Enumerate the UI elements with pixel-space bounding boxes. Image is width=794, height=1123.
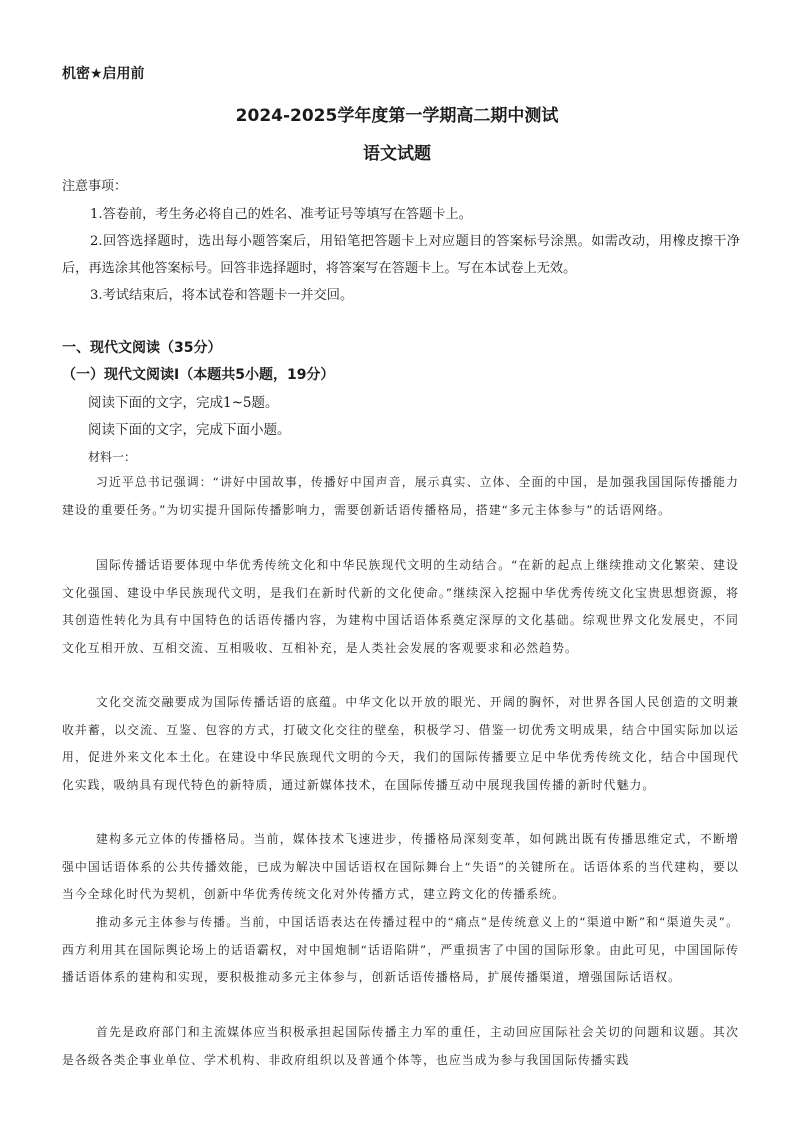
exam-title: 2024-2025学年度第一学期高二期中测试 xyxy=(235,106,559,126)
section-heading: 一、现代文阅读（35分） xyxy=(62,340,222,356)
note-item-3: 3.考试结束后，将本试卷和答题卡一并交回。 xyxy=(90,288,354,303)
passage-paragraph-2: 国际传播话语要体现中华优秀传统文化和中华民族现代文明的生动结合。“在新的起点上继续推动文化繁荣、建设文化强国、建设中华民族现代文明，是我们在新时代新的文化使命。”继续深入挖掘中华优秀传统文化宝贵思想资源，将其创造性转化为具有中国特色的话语传播内容，为建构中国话语体系奠定深厚的文化基础。综观世界文化发展史，不同文化互相开放、互相交流、互相吸收、互相补充，是人类社会发展的客观要求和必然趋势。 xyxy=(62,558,739,655)
note-item-2: 2.回答选择题时，选出每小题答案后，用铅笔把答题卡上对应题目的答案标号涂黑。如需改动，用橡皮擦干净后，再选涂其他答案标号。回答非选择题时，将答案写在答题卡上。写在本试卷上无效。 xyxy=(62,234,740,276)
passage-paragraph-4: 建构多元立体的传播格局。当前，媒体技术飞速进步，传播格局深刻变革，如何跳出既有传播思维定式，不断增强中国话语体系的公共传播效能，已成为解决中国话语权在国际舞台上“失语”的关键所在。话语体系的当代建构，要以当今全球化时代为契机，创新中华优秀传统文化对外传播方式，建立跨文化的传播系统。 xyxy=(62,832,739,901)
section-subheading: （一）现代文阅读Ⅰ（本题共5小题，19分） xyxy=(62,367,335,383)
passage-paragraph-3: 文化交流交融要成为国际传播话语的底蕴。中华文化以开放的眼光、开阔的胸怀，对世界各国人民创造的文明兼收并蓄，以交流、互鉴、包容的方式，打破文化交往的壁垒，积极学习、借鉴一切优秀文明成果，结合中国实际加以运用，促进外来文化本土化。在建设中华民族现代文明的今天，我们的国际传播要立足中华优秀传统文化，结合中国现代化实践，吸纳具有现代特色的新特质，通过新媒体技术，在国际传播互动中展现我国传播的新时代魅力。 xyxy=(62,695,739,792)
note-item-1: 1.答卷前，考生务必将自己的姓名、准考证号等填写在答题卡上。 xyxy=(90,207,472,222)
instruction-1: 阅读下面的文字，完成1~5题。 xyxy=(88,395,279,411)
passage-paragraph-6: 首先是政府部门和主流媒体应当积极承担起国际传播主力军的重任，主动回应国际社会关切的问题和议题。其次是各级各类企事业单位、学术机构、非政府组织以及普通个体等，也应当成为参与我国国际传播实践 xyxy=(62,1025,739,1067)
instruction-2: 阅读下面的文字，完成下面小题。 xyxy=(88,422,291,438)
confidential-label: 机密★启用前 xyxy=(62,66,145,82)
notes-heading: 注意事项： xyxy=(62,179,128,194)
passage-paragraph-5: 推动多元主体参与传播。当前，中国话语表达在传播过程中的“痛点”是传统意义上的“渠道中断”和“渠道失灵”。西方利用其在国际舆论场上的话语霸权，对中国炮制“话语陷阱”，严重损害了中国的国际形象。由此可见，中国国际传播话语体系的建构和实现，要积极推动多元主体参与，创新话语传播格局，扩展传播渠道，增强国际话语权。 xyxy=(62,915,739,984)
material-label: 材料一： xyxy=(88,450,137,464)
passage-paragraph-1: 习近平总书记强调：“讲好中国故事，传播好中国声音，展示真实、立体、全面的中国，是加强我国国际传播能力建设的重要任务。”为切实提升国际传播影响力，需要创新话语传播格局，搭建“多元主体参与”的话语网络。 xyxy=(62,475,739,517)
exam-subtitle: 语文试题 xyxy=(363,144,431,164)
